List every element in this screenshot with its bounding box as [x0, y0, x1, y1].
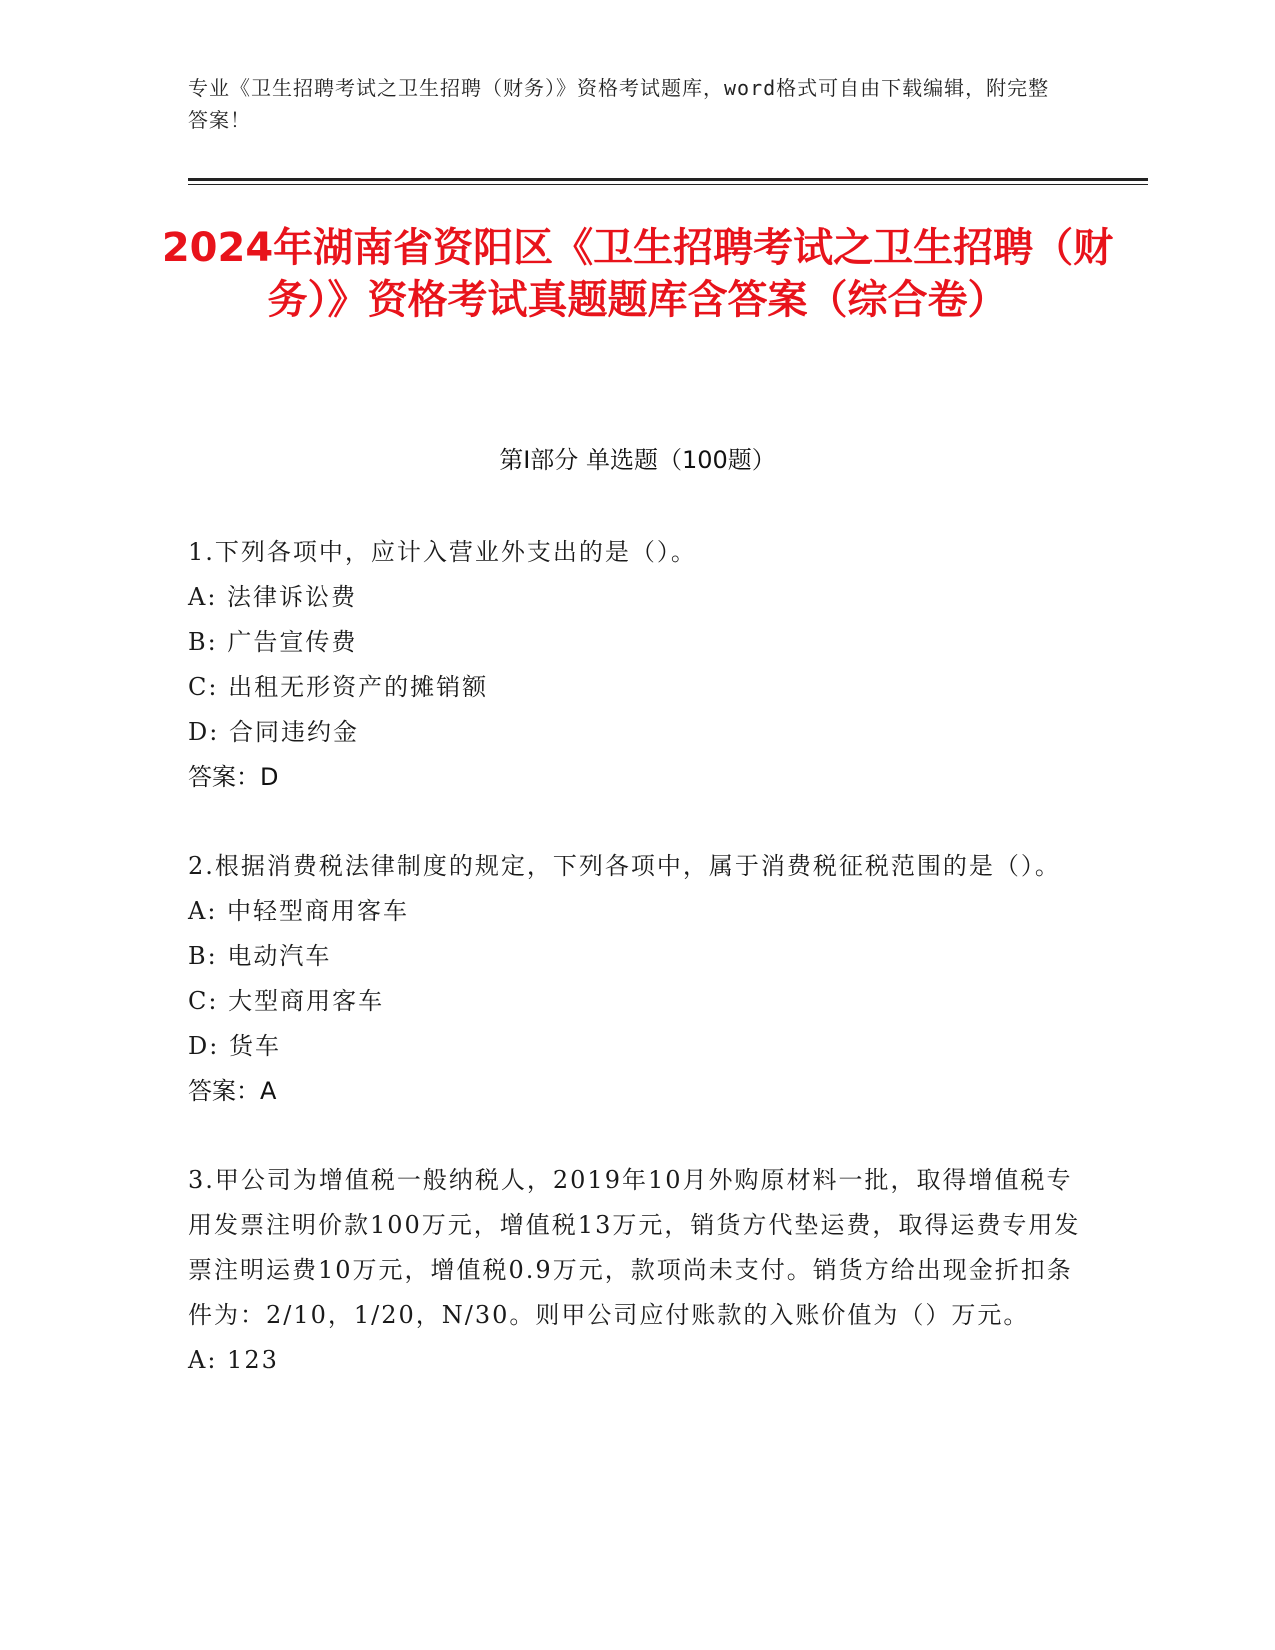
option-c: C: 出租无形资产的摊销额 — [188, 673, 489, 701]
question-stem: 3.甲公司为增值税一般纳税人，2019年10月外购原材料一批，取得增值税专用发票注明价款100万元，增值税13万元，销货方代垫运费，取得运费专用发票注明运费10万元，增值税0.9万元，款项尚未支付。销货方给出现金折扣条件为：2/10，1/20，N/30。则甲公司应付账款的入账价值为（）万元。 — [188, 1166, 1081, 1329]
option-a: A: 123 — [188, 1346, 279, 1374]
option-b: B: 电动汽车 — [188, 942, 332, 970]
option-d: D: 货车 — [188, 1032, 281, 1060]
option-a: A: 中轻型商用客车 — [188, 897, 410, 925]
option-d: D: 合同违约金 — [188, 718, 359, 746]
answer: 答案：A — [188, 1077, 277, 1105]
question-list — [188, 530, 1093, 1427]
question-stem: 2.根据消费税法律制度的规定，下列各项中，属于消费税征税范围的是（）。 — [188, 852, 1061, 880]
option-b: B: 广告宣传费 — [188, 628, 358, 656]
question-2 — [188, 844, 1093, 1114]
option-a: A: 法律诉讼费 — [188, 583, 358, 611]
question-3 — [188, 1158, 1093, 1383]
option-c: C: 大型商用客车 — [188, 987, 385, 1015]
answer: 答案：D — [188, 763, 279, 791]
header-rule-thick — [188, 178, 1148, 181]
header-note: 专业《卫生招聘考试之卫生招聘（财务）》资格考试题库，word格式可自由下载编辑，附完整答案！ — [188, 76, 1050, 132]
section-heading: 第I部分 单选题（100题） — [499, 446, 776, 474]
question-1 — [188, 530, 1093, 800]
question-stem: 1.下列各项中，应计入营业外支出的是（）。 — [188, 538, 697, 566]
header-rule-thin — [188, 184, 1148, 185]
document-title: 2024年湖南省资阳区《卫生招聘考试之卫生招聘（财务）》资格考试真题题库含答案（综合卷） — [161, 225, 1114, 323]
